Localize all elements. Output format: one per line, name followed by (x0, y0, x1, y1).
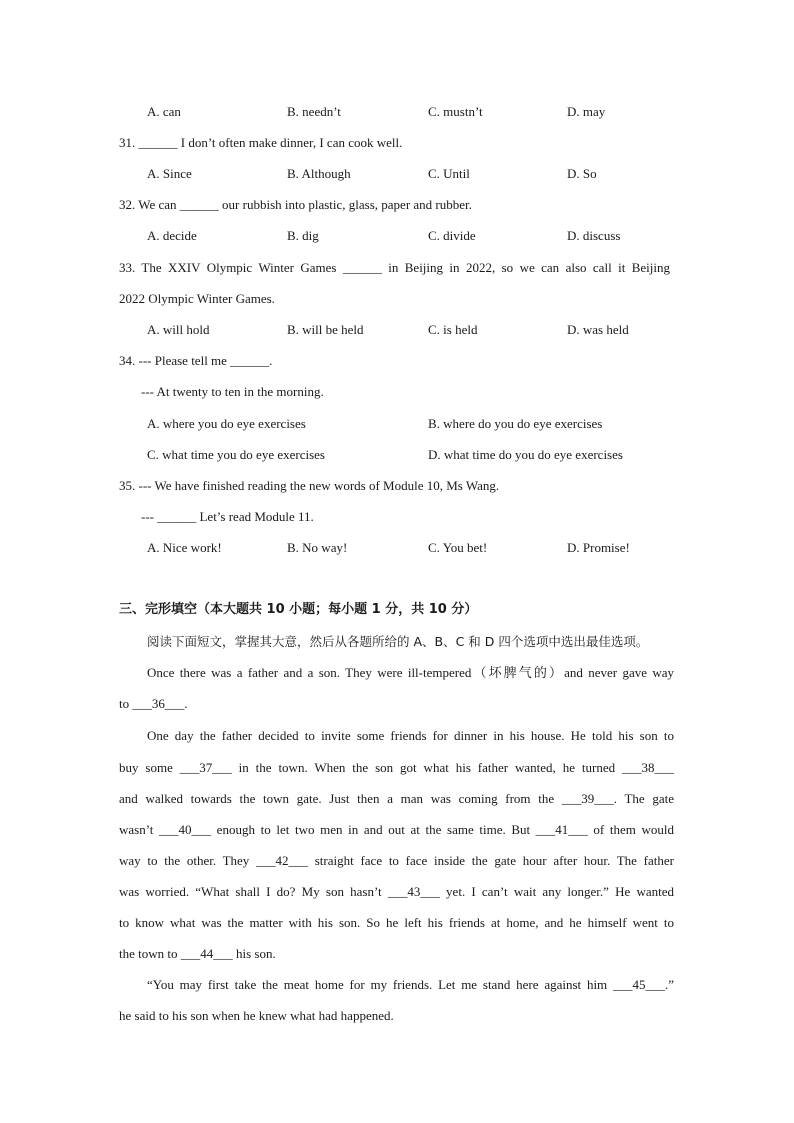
q35-reply: --- ______ Let’s read Module 11. (141, 509, 314, 524)
passage-line: buy some ___37___ in the town. When the son got what his father wanted, he turned ___38___ (119, 760, 674, 775)
q34-stem: 34. --- Please tell me ______. (119, 353, 273, 368)
q35-option-d: D. Promise! (567, 540, 630, 555)
passage-line: One day the father decided to invite some friends for dinner in his house. He told his son to (147, 728, 674, 743)
passage-line: was worried. “What shall I do? My son hasn’t ___43___ yet. I can’t wait any longer.” He wanted (119, 884, 674, 899)
q33-option-a: A. will hold (147, 322, 210, 337)
section-instruction: 阅读下面短文，掌握其大意，然后从各题所给的 A、B、C 和 D 四个选项中选出最佳选项。 (147, 634, 649, 649)
q34-option-b: B. where do you do eye exercises (428, 416, 603, 431)
q33-option-b: B. will be held (287, 322, 364, 337)
q34-reply: --- At twenty to ten in the morning. (141, 384, 324, 399)
q34-option-d: D. what time do you do eye exercises (428, 447, 623, 462)
passage-line: “You may first take the meat home for my friends. Let me stand here against him ___45___.” (147, 977, 674, 992)
q32-option-c: C. divide (428, 228, 476, 243)
q31-option-a: A. Since (147, 166, 192, 181)
q33-stem-line-1: 33. The XXIV Olympic Winter Games ______ in Beijing in 2022, so we can also call it Beijing (119, 260, 670, 275)
q33-option-c: C. is held (428, 322, 478, 337)
q32-option-d: D. discuss (567, 228, 621, 243)
q31-stem: 31. ______ I don’t often make dinner, I can cook well. (119, 135, 403, 150)
passage-line: Once there was a father and a son. They were ill-tempered（坏脾气的）and never gave way (147, 665, 674, 680)
q32-stem: 32. We can ______ our rubbish into plastic, glass, paper and rubber. (119, 197, 472, 212)
q30-option-d: D. may (567, 104, 606, 119)
q33-option-d: D. was held (567, 322, 629, 337)
passage-line: the town to ___44___ his son. (119, 946, 276, 961)
q35-option-c: C. You bet! (428, 540, 488, 555)
section-title: 三、完形填空（本大题共 10 小题；每小题 1 分，共 10 分） (119, 602, 478, 617)
q35-option-a: A. Nice work! (147, 540, 222, 555)
q33-stem-line-2: 2022 Olympic Winter Games. (119, 291, 275, 306)
passage-line: way to the other. They ___42___ straight face to face inside the gate hour after hour. The father (119, 853, 674, 868)
q30-option-c: C. mustn’t (428, 104, 483, 119)
passage-line: to know what was the matter with his son. So he left his friends at home, and he himself went to (119, 915, 674, 930)
q35-stem: 35. --- We have finished reading the new words of Module 10, Ms Wang. (119, 478, 500, 493)
q34-option-c: C. what time you do eye exercises (147, 447, 325, 462)
q34-option-a: A. where you do eye exercises (147, 416, 306, 431)
passage-line: wasn’t ___40___ enough to let two men in and out at the same time. But ___41___ of them would (119, 822, 674, 837)
q32-option-a: A. decide (147, 228, 197, 243)
q30-option-a: A. can (147, 104, 181, 119)
q31-option-c: C. Until (428, 166, 470, 181)
passage-line: he said to his son when he knew what had happened. (119, 1008, 394, 1023)
q32-option-b: B. dig (287, 228, 319, 243)
q30-option-b: B. needn’t (287, 104, 341, 119)
passage-line: to ___36___. (119, 696, 188, 711)
passage-line: and walked towards the town gate. Just then a man was coming from the ___39___. The gate (119, 791, 674, 806)
q31-option-d: D. So (567, 166, 597, 181)
q31-option-b: B. Although (287, 166, 351, 181)
q35-option-b: B. No way! (287, 540, 348, 555)
